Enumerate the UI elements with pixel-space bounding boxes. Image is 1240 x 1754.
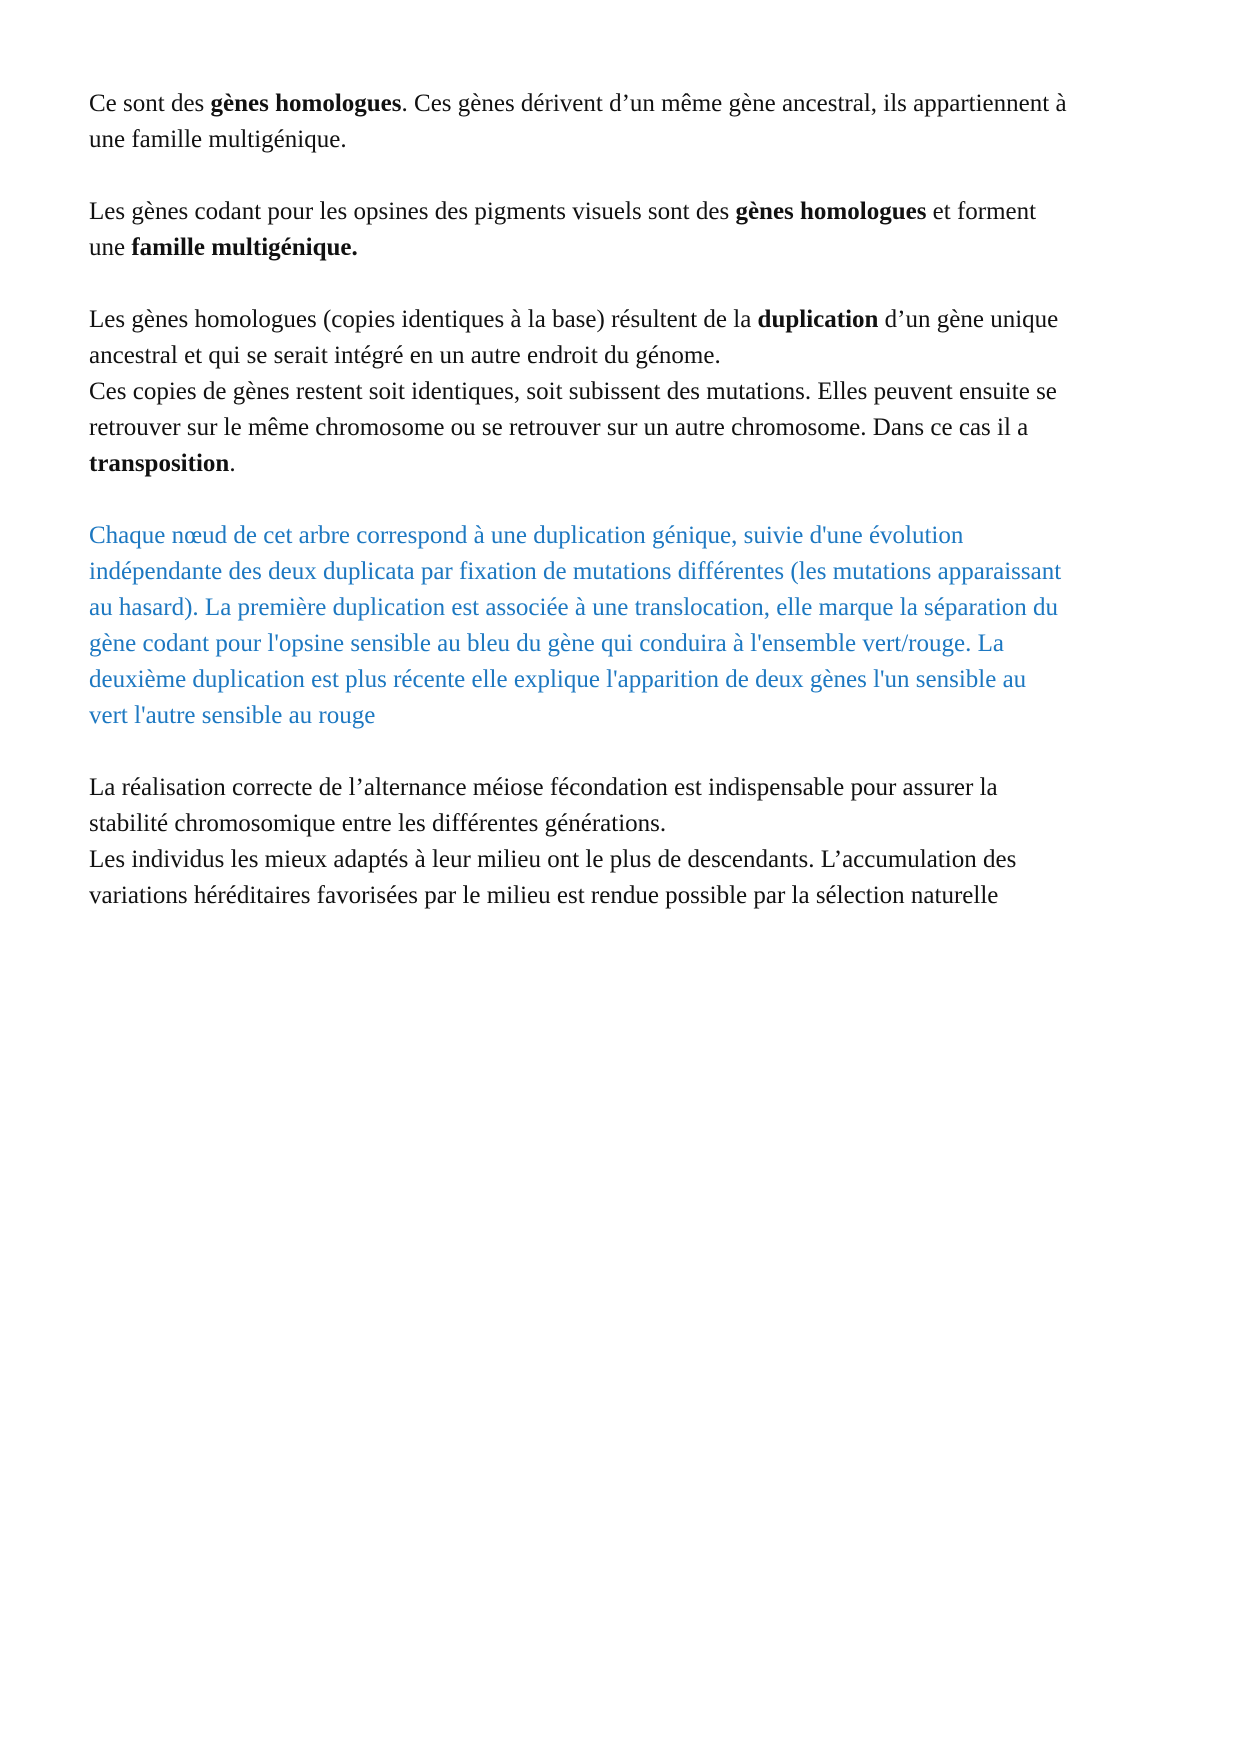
text-line: une famille multigénique. <box>89 234 358 261</box>
text-line: Ce sont des gènes homologues. Ces gènes dérivent d’un même gène ancestral, ils appartiennent à <box>89 90 1067 117</box>
bold-term: famille multigénique. <box>131 234 358 261</box>
paragraph-opsines <box>89 194 1164 266</box>
text-line: ancestral et qui se serait intégré en un autre endroit du génome. <box>89 342 721 369</box>
text-line: variations héréditaires favorisées par le milieu est rendue possible par la sélection naturelle <box>89 882 999 909</box>
text-line: une famille multigénique. <box>89 126 347 153</box>
text-line: Les gènes codant pour les opsines des pigments visuels sont des gènes homologues et forment <box>89 198 1037 225</box>
text-line: Les individus les mieux adaptés à leur milieu ont le plus de descendants. L’accumulation des <box>89 846 1017 873</box>
text-line: au hasard). La première duplication est associée à une translocation, elle marque la séparation du <box>89 594 1059 621</box>
paragraph-arbre-explanation <box>89 518 1164 734</box>
text-line: retrouver sur le même chromosome ou se retrouver sur un autre chromosome. Dans ce cas il a <box>89 414 1029 441</box>
paragraph-selection-naturelle <box>89 842 1164 914</box>
document-page <box>89 86 1164 914</box>
paragraph-genes-homologues <box>89 86 1164 158</box>
bold-term: gènes homologues <box>735 198 927 225</box>
text-line: stabilité chromosomique entre les différentes générations. <box>89 810 667 837</box>
bold-term: gènes homologues <box>210 90 402 117</box>
text-line: Ces copies de gènes restent soit identiques, soit subissent des mutations. Elles peuvent ensuite se <box>89 378 1057 405</box>
text-line: gène codant pour l'opsine sensible au bleu du gène qui conduira à l'ensemble vert/rouge. La <box>89 630 1004 657</box>
paragraph-meiose-fecondation <box>89 770 1164 842</box>
text-line: indépendante des deux duplicata par fixation de mutations différentes (les mutations apparaissant <box>89 558 1062 585</box>
text-line: Les gènes homologues (copies identiques à la base) résultent de la duplication d’un gène unique <box>89 306 1059 333</box>
text-line: deuxième duplication est plus récente elle explique l'apparition de deux gènes l'un sensible au <box>89 666 1027 693</box>
text-line: La réalisation correcte de l’alternance méiose fécondation est indispensable pour assurer la <box>89 774 998 801</box>
text-line: vert l'autre sensible au rouge <box>89 702 376 729</box>
bold-term: transposition <box>89 450 230 477</box>
paragraph-duplication <box>89 302 1164 374</box>
text-line: Chaque nœud de cet arbre correspond à une duplication génique, suivie d'une évolution <box>89 522 964 549</box>
text-line: transposition. <box>89 450 236 477</box>
paragraph-transposition <box>89 374 1164 482</box>
bold-term: duplication <box>757 306 879 333</box>
